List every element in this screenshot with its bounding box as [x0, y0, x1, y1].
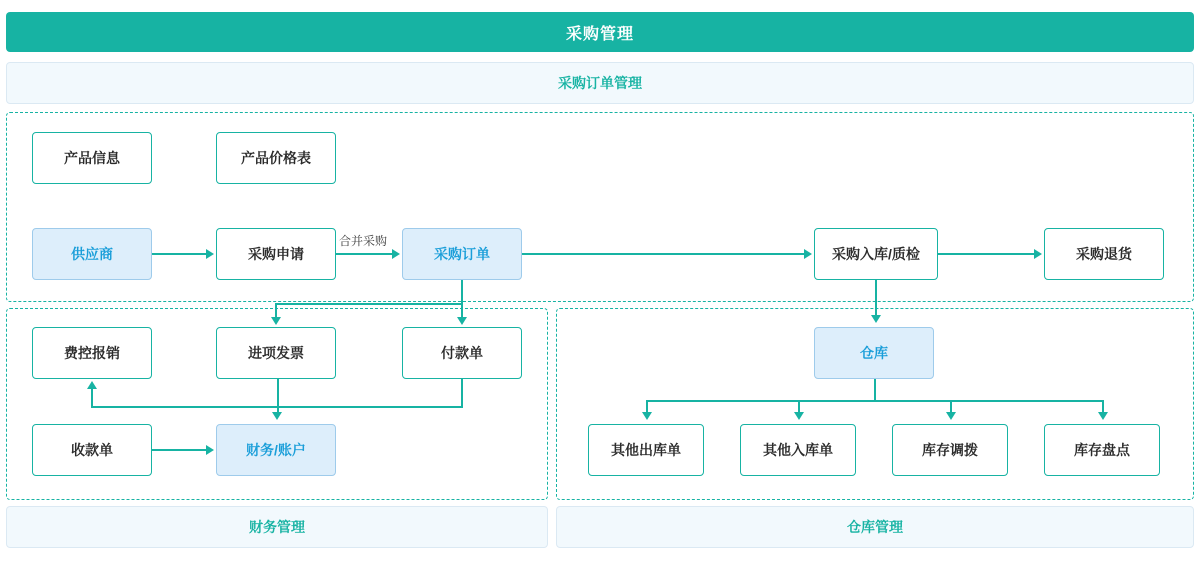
- node-supplier[interactable]: 供应商: [32, 228, 152, 280]
- arrow-request-to-order-icon: [392, 249, 400, 259]
- edge-finance-to-expense-h: [91, 406, 279, 408]
- edge-label-merge-purchase: 合并采购: [339, 234, 388, 248]
- section-label-finance: 财务管理: [6, 506, 548, 548]
- edge-request-to-order: [336, 253, 394, 255]
- section-label-warehouse: 仓库管理: [556, 506, 1194, 548]
- edge-warehouse-bus: [646, 400, 1102, 402]
- edge-order-to-inbound: [522, 253, 804, 255]
- edge-payment-to-finance-h: [277, 406, 463, 408]
- arrow-inbound-to-warehouse-icon: [871, 315, 881, 323]
- edge-warehouse-down-stub: [874, 379, 876, 401]
- node-other-inbound[interactable]: 其他入库单: [740, 424, 856, 476]
- edge-invoice-to-finance-v: [277, 379, 279, 416]
- page-title: 采购管理: [6, 12, 1194, 52]
- arrow-invoice-to-finance-icon: [272, 412, 282, 420]
- arrow-order-to-payment-icon: [457, 317, 467, 325]
- node-other-outbound[interactable]: 其他出库单: [588, 424, 704, 476]
- node-finance-account[interactable]: 财务/账户: [216, 424, 336, 476]
- arrow-warehouse-to-inventory-transfer-icon: [946, 412, 956, 420]
- node-inventory-count[interactable]: 库存盘点: [1044, 424, 1160, 476]
- node-purchase-inbound-qc[interactable]: 采购入库/质检: [814, 228, 938, 280]
- node-receipt-order[interactable]: 收款单: [32, 424, 152, 476]
- section-label-purchase-order: 采购订单管理: [6, 62, 1194, 104]
- node-input-invoice[interactable]: 进项发票: [216, 327, 336, 379]
- edge-inbound-to-warehouse: [875, 280, 877, 317]
- edge-receipt-to-finance: [152, 449, 208, 451]
- node-warehouse[interactable]: 仓库: [814, 327, 934, 379]
- node-payment-order[interactable]: 付款单: [402, 327, 522, 379]
- group-purchase-order: [6, 112, 1194, 302]
- arrow-finance-to-expense-icon: [87, 381, 97, 389]
- edge-order-to-invoice-h: [275, 303, 463, 305]
- arrow-warehouse-to-other-outbound-icon: [642, 412, 652, 420]
- edge-finance-to-expense-v: [91, 387, 93, 407]
- arrow-receipt-to-finance-icon: [206, 445, 214, 455]
- edge-supplier-to-request: [152, 253, 208, 255]
- node-purchase-return[interactable]: 采购退货: [1044, 228, 1164, 280]
- node-purchase-request[interactable]: 采购申请: [216, 228, 336, 280]
- arrow-order-to-invoice-icon: [271, 317, 281, 325]
- edge-payment-down: [461, 379, 463, 407]
- arrow-inbound-to-return-icon: [1034, 249, 1042, 259]
- arrow-warehouse-to-other-inbound-icon: [794, 412, 804, 420]
- edge-inbound-to-return: [938, 253, 1034, 255]
- node-expense-reimbursement[interactable]: 费控报销: [32, 327, 152, 379]
- node-inventory-transfer[interactable]: 库存调拨: [892, 424, 1008, 476]
- arrow-order-to-inbound-icon: [804, 249, 812, 259]
- arrow-warehouse-to-inventory-count-icon: [1098, 412, 1108, 420]
- arrow-supplier-to-request-icon: [206, 249, 214, 259]
- node-product-price-list[interactable]: 产品价格表: [216, 132, 336, 184]
- edge-order-down-stub: [461, 280, 463, 304]
- node-purchase-order[interactable]: 采购订单: [402, 228, 522, 280]
- node-product-info[interactable]: 产品信息: [32, 132, 152, 184]
